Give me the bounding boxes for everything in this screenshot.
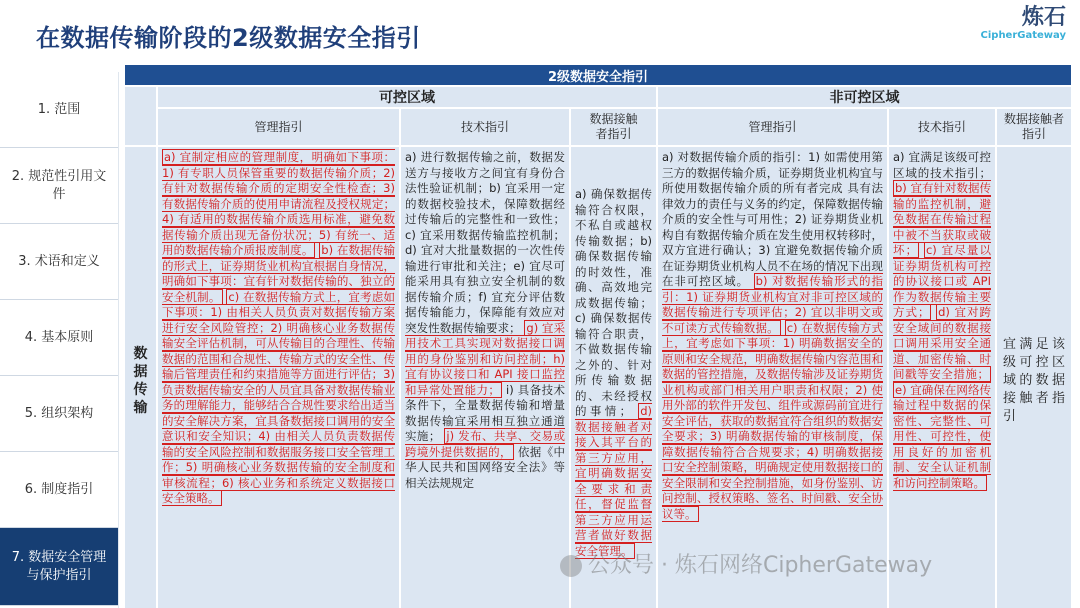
guideline-text-segment: b) 在数据传输的形式上，证券期货业机构宜根据自身情况，明确如下事项：宜有针对数据传输的、独立的安全机制。 — [162, 243, 395, 304]
col-header-tech-controlled: 技术指引 — [400, 108, 570, 146]
sidebar-item-data-security[interactable]: 7. 数据安全管理与保护指引 — [0, 528, 118, 606]
row-label-data-transfer: 数据传输 — [124, 146, 157, 608]
guideline-text-segment: b) 宜有针对数据传输的监控机制，避免数据在传输过程中被不当获取或破坏； — [893, 181, 991, 257]
wechat-icon — [560, 555, 582, 577]
cell-mgmt-controlled — [157, 146, 400, 608]
guideline-table — [124, 64, 1072, 608]
watermark-text: 公众号 · 炼石网络CipherGateway — [588, 553, 933, 578]
sidebar-item-references[interactable]: 2. 规范性引用文件 — [0, 148, 118, 224]
sidebar-item-terms[interactable]: 3. 术语和定义 — [0, 224, 118, 300]
guideline-text-segment: c) 在数据传输方式上，宜考虑如下事项：1) 由相关人员负责对数据传输方案进行安全风险管控；2) 明确核心业务数据传输安全评估机制，可从传输目的合理性、传输数据的范围和合规性、传输方式的安全性、传输后管理责任和约束措施等方面进行评估；3) 负责数据传输安全的人员宜具备对数据传输业务的理解能力，能够结合合规性要求给出适当的安全解决方案，宜具备数据接口调用的安全意识和安全知识；4) 由相关人员负责数据传输的安全风险控制和数据服务接口安全管理工作；5) 明确核心业务数据传输的安全制度和审核流程；6) 核心业务和系统定义数据接口安全策略。 — [162, 289, 396, 505]
cell-tech-controlled — [400, 146, 570, 608]
logo-en: CipherGateway — [980, 30, 1066, 41]
col-header-mgmt-controlled: 管理指引 — [157, 108, 400, 146]
guideline-text-segment: a) 宜满足该级可控区域的技术指引； — [893, 150, 991, 180]
guideline-text-segment: c) 在数据传输方式上，宜考虑如下事项：1) 明确数据安全的原则和安全规范，明确数据传输内容范围和数据的管控措施，及数据传输涉及证券期货业机构或部门相关用户职责和权限；2) 使用外部的软件开发包、组件或源码前宜进行安全评估，获取的数据宜符合组织的数据安全要求；3) 明确数据传输的审核制度，保障数据传输符合合规要求；4) 明确数据接口安全控制策略，明确规定使用数据接口的安全限制和安全控制措施，如身份鉴别、访问控制、授权策略、签名、时间戳、安全协议等。 — [662, 320, 883, 521]
guideline-text-segment: j) 发布、共享、交易或跨境外提供数据的， — [405, 429, 566, 459]
col-header-contact-controlled: 数据接触者指引 — [570, 108, 657, 146]
logo-cn: 炼石 — [1021, 5, 1066, 30]
guideline-text-segment: 依据《中华人民共和国网络安全法》等相关法规规定 — [405, 444, 566, 490]
guideline-text-segment: a) 宜制定相应的管理制度，明确如下事项：1) 有专职人员保管重要的数据传输介质；2) 有针对数据传输介质的定期安全性检查；3) 有数据传输介质的使用申请流程及授权规定；4) 有适用的数据传输介质选用标准，避免数据传输介质出现无备份状况；5) 有统一、适用的数据传输介质报废制度。 — [162, 150, 395, 257]
guideline-text-segment: i) 具备技术条件下，全量数据传输和增量数据传输宜采用相互独立通道实施； — [405, 382, 566, 443]
guideline-text-segment: c) 宜尽量以证券期货机构可控的协议接口或 API 作为数据传输主要方式； — [893, 243, 992, 319]
cell-contact-controlled — [570, 146, 657, 608]
guideline-text-segment: d) 宜对跨安全域间的数据接口调用采用安全通道、加密传输、时间戳等安全措施； — [893, 305, 991, 381]
cell-tech-uncontrolled — [888, 146, 996, 608]
cell-contact-uncontrolled: 宜满足该级可控区域的数据接触者指引 — [996, 146, 1072, 608]
row-head-blank — [124, 86, 157, 146]
guideline-text-segment: g) 宜采用技术工具实现对数据接口调用的身份鉴别和访问控制；h) 宜有协议接口和 API 接口监控和异常处置能力； — [405, 320, 565, 397]
guideline-text-segment: a) 进行数据传输之前，数据发送方与接收方之间宜有身份合法性验证机制；b) 宜采用一定的数据校验技术，保障数据经过传输后的完整性和一致性；c) 宜采用数据传输监控机制；d) 宜对大批量数据的一次性传输进行审批和关注；e) 宜尽可能采用具有独立安全机制的数据传输介质；f) 宜充分评估数据传输能力，保障能有效应对突发性数据传输要求； — [405, 150, 565, 335]
col-header-contact-uncontrolled: 数据接触者指引 — [996, 108, 1072, 146]
col-header-mgmt-uncontrolled: 管理指引 — [657, 108, 888, 146]
guideline-text-segment: e) 宜确保在网络传输过程中数据的保密性、完整性、可用性、可控性，使用良好的加密机制、安全认证机制和访问控制策略。 — [893, 382, 991, 490]
guideline-text-segment: a) 对数据传输介质的指引：1) 如需使用第三方的数据传输介质，证券期货业机构宜与所使用数据传输介质的所有者完成 具有法律效力的责任与义务的约定，保障数据传输介质的安全性与可用性；2) 证券期货业机构自有数据传输介质在发生使用权转移时，双方宜进行确认；3) 宜避免数据传输介质在证券期货业机构人员不在场的情况下出现在非可控区域。 — [662, 150, 883, 288]
zone-controlled-header: 可控区域 — [157, 86, 657, 108]
guideline-text-segment: b) 对数据传输形式的指引：1) 证券期货业机构宜对非可控区域的数据传输进行专项评估；2) 宜以非明文或不可读方式传输数据。 — [662, 274, 883, 335]
watermark — [560, 548, 932, 579]
sidebar-item-principles[interactable]: 4. 基本原则 — [0, 300, 118, 376]
sidebar-item-organization[interactable]: 5. 组织架构 — [0, 376, 118, 452]
guideline-text-segment: a) 确保数据传输符合权限，不私自或越权传输数据；b) 确保数据传输的时效性，准确、高效地完成数据传输；c) 确保数据传输符合职责，不做数据传输之外的、针对所传输数据的、未经授权的事情； — [575, 187, 652, 418]
page-title: 在数据传输阶段的2级数据安全指引 — [36, 24, 421, 52]
table-main-header: 2级数据安全指引 — [124, 64, 1072, 86]
brand-logo — [946, 6, 1066, 46]
col-header-tech-uncontrolled: 技术指引 — [888, 108, 996, 146]
sidebar-item-scope[interactable]: 1. 范围 — [0, 72, 118, 148]
zone-uncontrolled-header: 非可控区域 — [657, 86, 1072, 108]
sidebar-item-policy[interactable]: 6. 制度指引 — [0, 452, 118, 528]
guideline-text-segment: d) 数据接触者对接入其平台的第三方应用，宜明确数据安全要求和责任，督促监督第三方应用运营者做好数据安全管理。 — [575, 404, 653, 558]
cell-mgmt-uncontrolled — [657, 146, 888, 608]
sidebar — [0, 72, 119, 608]
